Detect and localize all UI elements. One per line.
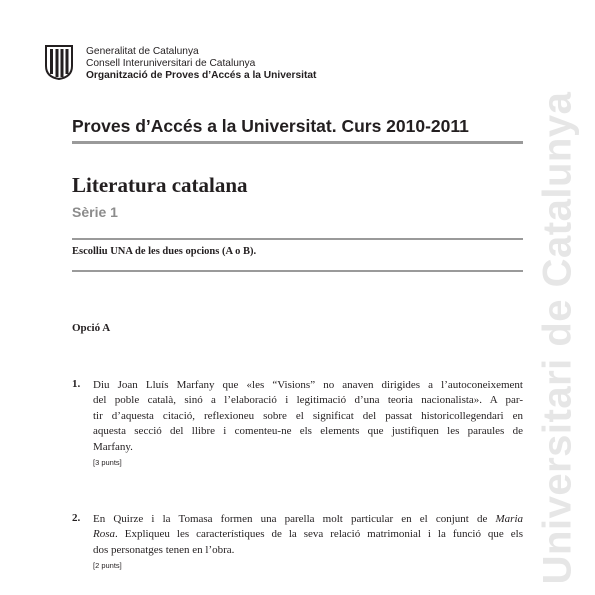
institution-line-1: Generalitat de Catalunya <box>86 46 199 57</box>
question-1-points: [3 punts] <box>93 458 122 467</box>
instructions: Escolliu UNA de les dues opcions (A o B). <box>72 246 257 257</box>
exam-title: Proves d’Accés a la Universitat. Curs 2010-2011 <box>72 116 469 136</box>
divider-instructions-top <box>72 238 523 240</box>
question-1-line: tir d’aquesta citació, reflexioneu sobre el significat del passat historicollegendari en <box>93 409 523 422</box>
divider-top <box>72 141 523 144</box>
subject-title: Literatura catalana <box>72 173 248 197</box>
question-2-title-italic: Maria <box>495 513 523 525</box>
generalitat-logo-icon <box>44 44 74 80</box>
question-2-number: 2. <box>72 512 81 524</box>
divider-instructions-bottom <box>72 270 523 272</box>
question-1-text <box>93 378 523 455</box>
option-label: Opció A <box>72 322 111 334</box>
question-2-line <box>93 527 523 542</box>
question-1-line: Marfany. <box>93 440 133 453</box>
question-1-line: aquesta secció del llibre i comenteu-ne els elements que justifiquen les paraules de <box>93 425 523 438</box>
watermark-text: Universitari de Catalunya <box>535 91 580 585</box>
question-2-text-run: . Expliqueu les característiques de la seva relació matrimonial i la funció que els <box>115 528 523 541</box>
question-2-line: dos personatges tenen en l’obra. <box>93 543 235 556</box>
question-2-title-italic: Rosa <box>93 528 115 541</box>
institution-line-2: Consell Interuniversitari de Catalunya <box>86 58 256 69</box>
question-2-line <box>93 512 523 527</box>
serie-label: Sèrie 1 <box>72 204 118 220</box>
question-2-text <box>93 512 523 558</box>
question-1-line: Diu Joan Lluís Marfany que «les “Visions” no anaven dirigides a l’autoconeixement <box>93 379 523 391</box>
question-2-text-run: En Quirze i la Tomasa formen una parella molt particular en el conjunt de <box>93 513 496 525</box>
question-2-points: [2 punts] <box>93 561 122 570</box>
institution-line-3: Organització de Proves d’Accés a la Universitat <box>86 70 317 81</box>
question-1-line: del poble català, sinó a l’elaboració i legitimació d’una teoria nacionalista». A par- <box>93 394 523 407</box>
question-1-number: 1. <box>72 378 81 390</box>
